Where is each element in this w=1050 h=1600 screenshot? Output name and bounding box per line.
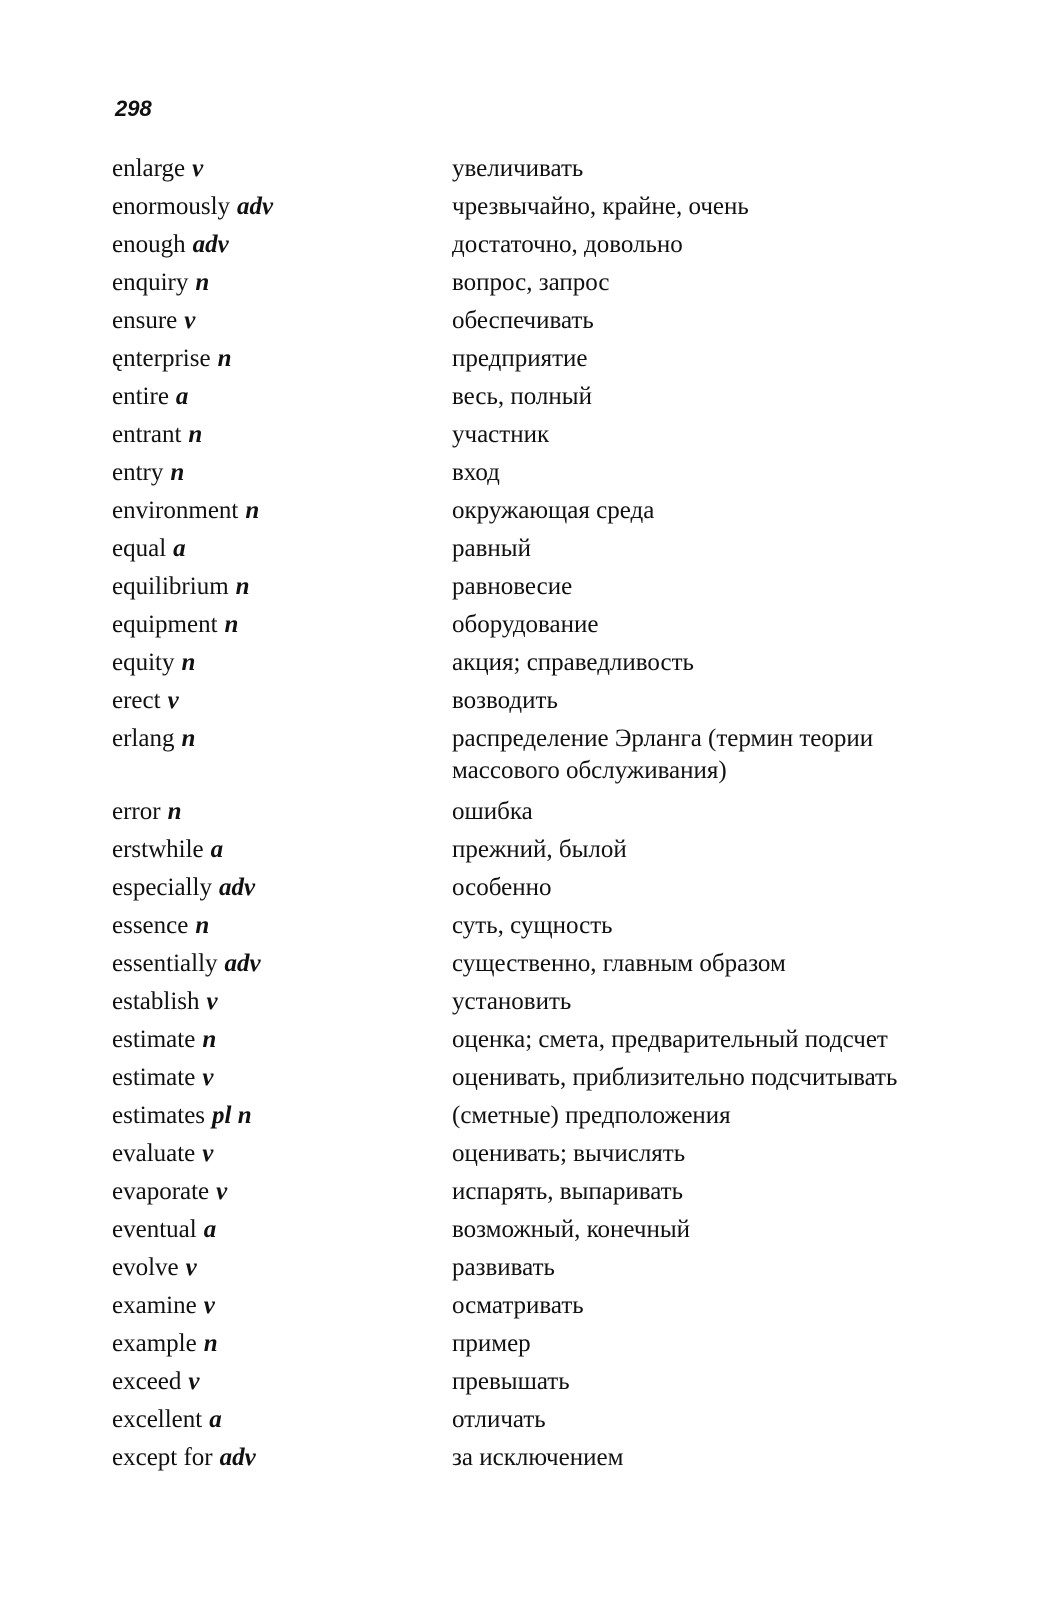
glossary-entry [0,530,1050,568]
glossary-entry [0,1439,1050,1477]
entry-part-of-speech: v [188,1368,200,1395]
entry-term-cell [0,568,452,606]
entry-term: enough [112,231,186,258]
entry-term: essentially [112,950,218,977]
entry-term-cell [0,1021,452,1059]
entry-translation: окружающая среда [452,497,655,524]
entry-term-cell [0,793,452,831]
entry-term-cell [0,682,452,720]
entry-term: error [112,798,161,825]
entry-part-of-speech: n [188,421,203,448]
entry-term-cell [0,150,452,188]
entry-translation: распределение Эрланга (термин теории массового обслуживания) [452,725,874,784]
entry-translation: акция; справедливость [452,649,694,676]
glossary-entry [0,945,1050,983]
entry-part-of-speech: v [202,1140,214,1167]
glossary-entry [0,1059,1050,1097]
entry-translation: оборудование [452,611,599,638]
entry-term-cell [0,378,452,416]
entry-term: erstwhile [112,836,204,863]
glossary-entry [0,983,1050,1021]
glossary-entry [0,720,1050,787]
entry-term-cell [0,1211,452,1249]
glossary-entry [0,1135,1050,1173]
entry-term-cell [0,530,452,568]
entry-term-cell [0,264,452,302]
entry-translation: отличать [452,1406,546,1433]
entry-translation: участник [452,421,550,448]
entry-term-cell [0,416,452,454]
glossary-entry [0,1401,1050,1439]
entry-part-of-speech: v [167,687,179,714]
entry-term: eventual [112,1216,197,1243]
entry-term: enlarge [112,155,186,182]
entry-part-of-speech: a [210,836,224,863]
glossary-entry [0,793,1050,831]
entry-part-of-speech: adv [224,950,261,977]
entry-term: enquiry [112,269,189,296]
entry-translation: возводить [452,687,558,714]
entry-term-cell [0,454,452,492]
entry-term: equilibrium [112,573,229,600]
glossary-entry [0,188,1050,226]
entry-part-of-speech: v [203,1292,215,1319]
entry-term: entrant [112,421,182,448]
entry-term: examine [112,1292,197,1319]
entry-part-of-speech: n [245,497,260,524]
glossary-entry [0,568,1050,606]
glossary-entry [0,264,1050,302]
entry-part-of-speech: n [195,269,210,296]
entry-term-cell [0,1439,452,1477]
entry-part-of-speech: adv [218,874,256,901]
entry-part-of-speech: n [224,611,239,638]
glossary-entry [0,1287,1050,1325]
entry-term: especially [112,874,212,901]
entry-part-of-speech: n [217,345,232,372]
entry-translation: обеспечивать [452,307,594,334]
entry-part-of-speech: v [192,155,204,182]
entry-term: establish [112,988,200,1015]
entry-term-cell [0,188,452,226]
entry-translation: особенно [452,874,552,901]
entry-translation: равновесие [452,573,573,600]
entry-part-of-speech: v [202,1064,214,1091]
entry-translation: предприятие [452,345,588,372]
entry-term: entry [112,459,164,486]
entry-term: evolve [112,1254,179,1281]
entry-term: equipment [112,611,218,638]
glossary-entry [0,1211,1050,1249]
glossary-entry [0,831,1050,869]
entry-translation: установить [452,988,572,1015]
entry-term-cell [0,907,452,945]
entry-translation: испарять, выпаривать [452,1178,683,1205]
entry-part-of-speech: v [216,1178,228,1205]
entry-translation: чрезвычайно, крайне, очень [452,193,749,220]
entry-term-cell [0,1363,452,1401]
entry-part-of-speech: n [195,912,210,939]
glossary-entry [0,1173,1050,1211]
entry-part-of-speech: n [203,1330,218,1357]
entry-term: enormously [112,193,231,220]
entry-part-of-speech: a [175,383,189,410]
page-number: 298 [115,96,152,121]
entry-term-cell [0,606,452,644]
entry-translation: развивать [452,1254,555,1281]
entry-part-of-speech: v [206,988,218,1015]
glossary-entry [0,606,1050,644]
entry-translation: вопрос, запрос [452,269,610,296]
entry-part-of-speech: adv [237,193,274,220]
glossary-entry [0,416,1050,454]
entry-translation: (сметные) предположения [452,1102,731,1129]
entry-term-cell [0,869,452,907]
glossary-entry [0,907,1050,945]
entry-translation: оценивать, приблизительно подсчитывать [452,1064,898,1091]
glossary-entry [0,454,1050,492]
entry-term: estimates [112,1102,206,1129]
entry-term-cell [0,1325,452,1363]
entry-term-cell [0,1135,452,1173]
entry-term-cell [0,340,452,378]
glossary-entry [0,1021,1050,1059]
entry-term-cell [0,492,452,530]
entry-term-cell [0,1097,452,1135]
entry-translation: ошибка [452,798,533,825]
glossary-entry [0,682,1050,720]
glossary-list [0,150,1050,1477]
entry-part-of-speech: pl n [212,1102,252,1129]
entry-term: evaluate [112,1140,196,1167]
entry-translation: возможный, конечный [452,1216,691,1243]
entry-part-of-speech: v [185,1254,197,1281]
entry-term: example [112,1330,197,1357]
entry-part-of-speech: a [209,1406,222,1433]
glossary-entry [0,340,1050,378]
entry-part-of-speech: a [173,535,186,562]
entry-term-cell [0,720,452,758]
entry-term: estimate [112,1064,196,1091]
entry-term-cell [0,302,452,340]
entry-part-of-speech: n [167,798,182,825]
entry-term-cell [0,1059,452,1097]
entry-term: estimate [112,1026,196,1053]
entry-term: equity [112,649,175,676]
entry-part-of-speech: n [170,459,185,486]
entry-part-of-speech: n [181,725,196,752]
entry-term-cell [0,1401,452,1439]
glossary-entry [0,150,1050,188]
entry-translation: оценивать; вычислять [452,1140,686,1167]
entry-term: excellent [112,1406,203,1433]
entry-translation: прежний, былой [452,836,627,863]
entry-translation: весь, полный [452,383,592,410]
entry-part-of-speech: adv [192,231,229,258]
entry-term-cell [0,831,452,869]
glossary-entry [0,869,1050,907]
entry-term-cell [0,1173,452,1211]
entry-term-cell [0,226,452,264]
entry-term-cell [0,1249,452,1287]
entry-translation: равный [452,535,531,562]
entry-translation: за исключением [452,1444,624,1471]
entry-term: environment [112,497,239,524]
entry-term-cell [0,945,452,983]
glossary-entry [0,302,1050,340]
entry-translation: осматривать [452,1292,584,1319]
entry-translation: суть, сущность [452,912,613,939]
entry-part-of-speech: a [203,1216,217,1243]
entry-term: exceed [112,1368,182,1395]
entry-part-of-speech: n [181,649,196,676]
entry-translation: достаточно, довольно [452,231,683,258]
glossary-entry [0,1363,1050,1401]
entry-term-cell [0,1287,452,1325]
glossary-entry [0,644,1050,682]
entry-term: erlang [112,725,175,752]
glossary-entry [0,1097,1050,1135]
entry-term: essence [112,912,189,939]
entry-part-of-speech: adv [219,1444,256,1471]
entry-translation: оценка; смета, предварительный подсчет [452,1026,888,1053]
entry-translation: увеличивать [452,155,584,182]
glossary-entry [0,492,1050,530]
glossary-entry [0,226,1050,264]
glossary-entry [0,378,1050,416]
entry-term: evaporate [112,1178,210,1205]
glossary-entry [0,1325,1050,1363]
entry-term: entire [112,383,169,410]
glossary-entry [0,1249,1050,1287]
entry-term: equal [112,535,167,562]
entry-translation: вход [452,459,500,486]
entry-part-of-speech: n [202,1026,217,1053]
entry-term: ensure [112,307,178,334]
entry-term-cell [0,983,452,1021]
entry-term: erect [112,687,161,714]
entry-translation: пример [452,1330,531,1357]
entry-translation: превышать [452,1368,570,1395]
entry-term-cell [0,644,452,682]
entry-term: ęnterprise [112,345,211,372]
entry-part-of-speech: v [184,307,196,334]
entry-term: except for [112,1444,213,1471]
entry-translation: существенно, главным образом [452,950,786,977]
entry-part-of-speech: n [235,573,250,600]
